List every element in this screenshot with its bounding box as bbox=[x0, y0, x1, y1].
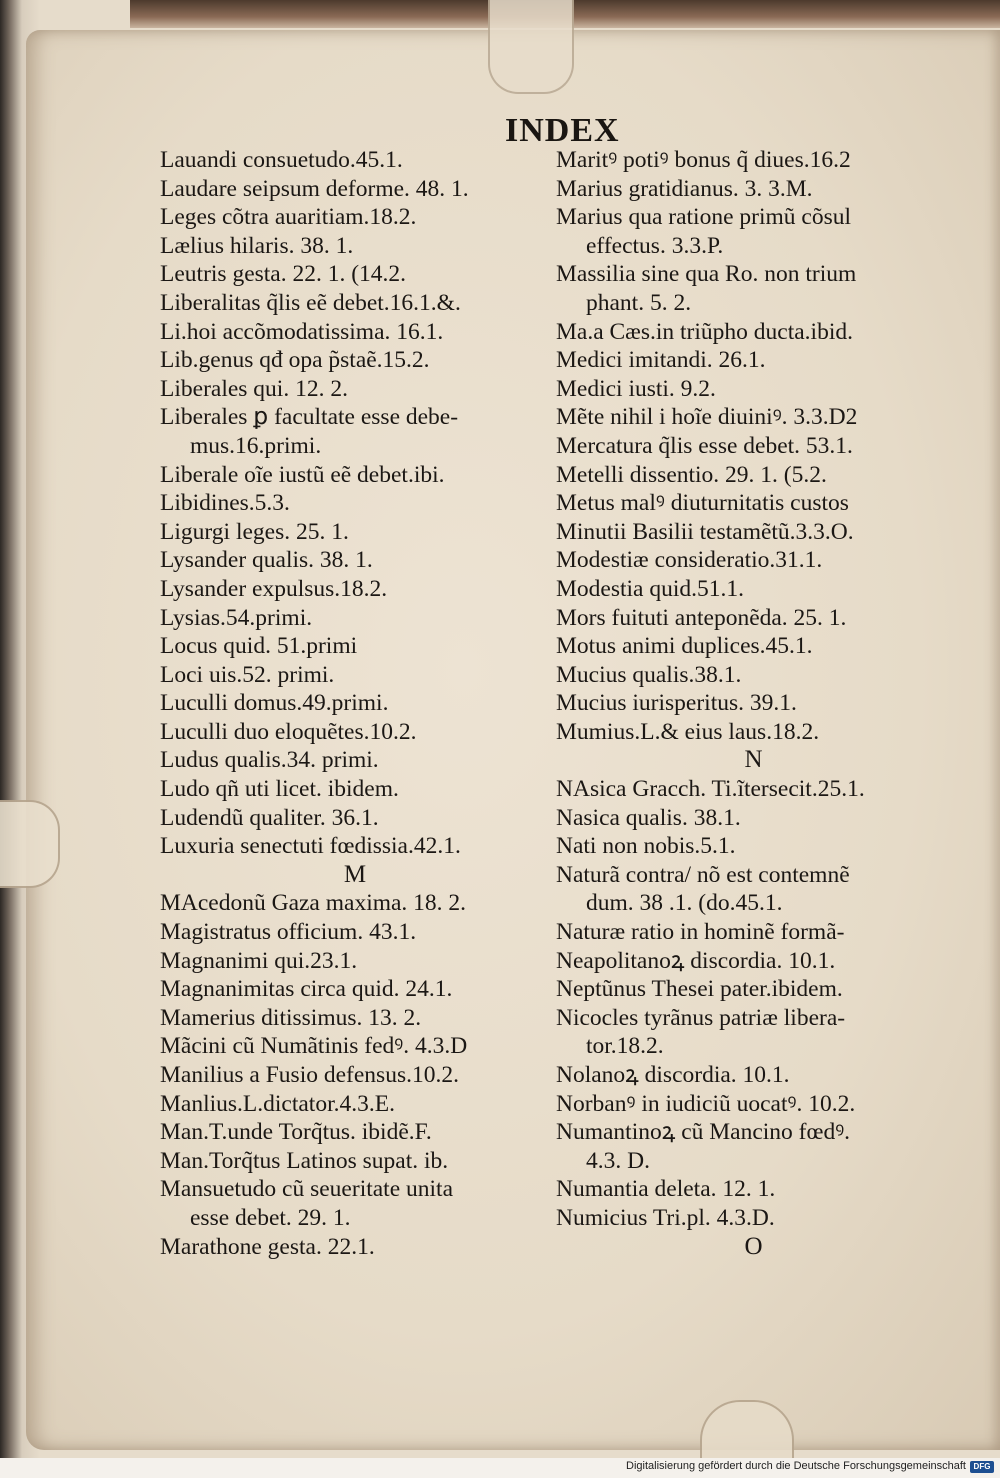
index-entry: Libidines.5.3. bbox=[160, 490, 290, 517]
funding-credit: Digitalisierung gefördert durch die Deutsche Forschungsgemeinschaft bbox=[626, 1460, 966, 1472]
index-entry: Nasica qualis. 38.1. bbox=[556, 804, 741, 831]
index-entry: Magnanimi qui.23.1. bbox=[160, 947, 358, 974]
index-entry: Marius gratidianus. 3. 3.M. bbox=[556, 175, 813, 202]
index-entry: Mẽte nihil i hoĩe diuiniꝰ. 3.3.D2 bbox=[556, 404, 858, 431]
index-entry: Nati non nobis.5.1. bbox=[556, 833, 736, 860]
index-entry: Ludo qñ uti licet. ibidem. bbox=[160, 776, 399, 803]
index-entry: mus.16.primi. bbox=[190, 432, 322, 459]
index-entry: Numantia deleta. 12. 1. bbox=[556, 1176, 776, 1203]
index-entry: Neptũnus Thesei pater.ibidem. bbox=[556, 976, 843, 1003]
index-entry: Modestia quid.51.1. bbox=[556, 575, 744, 602]
index-entry: Lib.genus qđ opa p̃staẽ.15.2. bbox=[160, 347, 430, 374]
index-entry: Motus animi duplices.45.1. bbox=[556, 633, 813, 660]
index-entry: NAsica Gracch. Ti.ĩtersecit.25.1. bbox=[556, 776, 865, 803]
index-entry: Liberales ꝑ facultate esse debe- bbox=[160, 404, 459, 431]
index-entry: Laudare seipsum deforme. 48. 1. bbox=[160, 175, 469, 202]
index-entry: Luxuria senectuti fœdissia.42.1. bbox=[160, 833, 461, 860]
index-entry: Medici imitandi. 26.1. bbox=[556, 347, 766, 374]
index-entry: Manilius a Fusio defensus.10.2. bbox=[160, 1062, 459, 1088]
index-entry: Medici iusti. 9.2. bbox=[556, 375, 716, 402]
index-entry: Luculli domus.49.primi. bbox=[160, 690, 389, 717]
index-column-right bbox=[556, 146, 951, 1261]
index-entry: Lysander expulsus.18.2. bbox=[160, 575, 388, 602]
index-entry: Lysander qualis. 38. 1. bbox=[160, 547, 373, 574]
index-entry: Man.T.unde Torq̃tus. ibidẽ.F. bbox=[160, 1119, 432, 1146]
page-clip-top bbox=[488, 0, 574, 94]
index-entry: Minutii Basilii testamẽtũ.3.3.O. bbox=[556, 518, 854, 545]
index-entry: Massilia sine qua Ro. non trium bbox=[556, 261, 857, 288]
index-entry: Ludendũ qualiter. 36.1. bbox=[160, 804, 379, 831]
index-entry: effectus. 3.3.P. bbox=[586, 232, 724, 259]
index-entry: Norbanꝰ in iudiciũ uocatꝰ. 10.2. bbox=[556, 1090, 856, 1117]
index-entry: Liberale oĩe iustũ eẽ debet.ibi. bbox=[160, 461, 445, 488]
index-entry: Mercatura q̃lis esse debet. 53.1. bbox=[556, 432, 853, 459]
index-entry: Ligurgi leges. 25. 1. bbox=[160, 518, 349, 545]
index-entry: Numicius Tri.pl. 4.3.D. bbox=[556, 1204, 775, 1231]
index-entry: Leges cõtra auaritiam.18.2. bbox=[160, 204, 417, 231]
index-entry: Maritꝰ potiꝰ bonus q̃ diues.16.2 bbox=[556, 147, 851, 173]
index-entry: Magistratus officium. 43.1. bbox=[160, 919, 417, 946]
index-entry: Mumius.L.& eius laus.18.2. bbox=[556, 718, 820, 745]
index-entry: Ma.a Cæs.in triũpho ducta.ibid. bbox=[556, 318, 853, 345]
index-entry: Manlius.L.dictator.4.3.E. bbox=[160, 1090, 395, 1117]
digitization-footer bbox=[0, 1458, 1000, 1478]
index-entry: Modestiæ consideratio.31.1. bbox=[556, 547, 823, 574]
index-entry: Naturã contra/ nõ est contemnẽ bbox=[556, 861, 850, 888]
index-entry: Locus quid. 51.primi bbox=[160, 633, 358, 660]
index-entry: Leutris gesta. 22. 1. (14.2. bbox=[160, 261, 407, 288]
dfg-logo: DFG bbox=[970, 1461, 994, 1473]
section-letter: O bbox=[744, 1232, 763, 1260]
index-entry: Mãcini cũ Numãtinis fedꝰ. 4.3.D bbox=[160, 1033, 468, 1060]
index-entry: Naturæ ratio in hominẽ formã- bbox=[556, 919, 845, 946]
index-entry: esse debet. 29. 1. bbox=[190, 1204, 351, 1231]
index-entry: Metus malꝰ diuturnitatis custos bbox=[556, 490, 849, 517]
index-entry: Loci uis.52. primi. bbox=[160, 661, 335, 688]
index-entry: Numantinoꝝ cũ Mancino fœdꝰ. bbox=[556, 1119, 851, 1146]
index-column-left bbox=[160, 146, 550, 1261]
index-entry: Lysias.54.primi. bbox=[160, 604, 313, 631]
page-clip-left bbox=[0, 800, 60, 888]
index-entry: Mors fuituti anteponẽda. 25. 1. bbox=[556, 604, 847, 631]
index-entry: phant. 5. 2. bbox=[586, 289, 692, 316]
index-entry: Marathone gesta. 22.1. bbox=[160, 1233, 375, 1260]
index-entry: Mansuetudo cũ seueritate unita bbox=[160, 1176, 454, 1203]
index-entry: Luculli duo eloquẽtes.10.2. bbox=[160, 718, 417, 745]
index-entry: Lauandi consuetudo.45.1. bbox=[160, 147, 403, 173]
section-letter: N bbox=[744, 746, 763, 774]
index-entry: Liberales qui. 12. 2. bbox=[160, 375, 348, 402]
index-entry: Marius qua ratione primũ cõsul bbox=[556, 204, 851, 231]
index-entry: Mucius iurisperitus. 39.1. bbox=[556, 690, 797, 717]
index-entry: tor.18.2. bbox=[586, 1033, 664, 1060]
index-entry: Metelli dissentio. 29. 1. (5.2. bbox=[556, 461, 827, 488]
index-entry: Nolanoꝝ discordia. 10.1. bbox=[556, 1062, 790, 1088]
index-entry: 4.3. D. bbox=[586, 1147, 650, 1174]
index-entry: Liberalitas q̃lis eẽ debet.16.1.&. bbox=[160, 289, 461, 316]
index-entry: Li.hoi accõmodatissima. 16.1. bbox=[160, 318, 444, 345]
section-letter: M bbox=[343, 860, 367, 888]
page-title: INDEX bbox=[505, 112, 620, 149]
index-entry: dum. 38 .1. (do.45.1. bbox=[586, 890, 783, 917]
index-entry: Lælius hilaris. 38. 1. bbox=[160, 232, 354, 259]
index-entry: Man.Torq̃tus Latinos supat. ib. bbox=[160, 1147, 449, 1174]
index-entry: Neapolitanoꝝ discordia. 10.1. bbox=[556, 947, 836, 974]
index-entry: Mamerius ditissimus. 13. 2. bbox=[160, 1004, 422, 1031]
index-entry: Ludus qualis.34. primi. bbox=[160, 747, 379, 774]
index-entry: Magnanimitas circa quid. 24.1. bbox=[160, 976, 453, 1003]
index-entry: Mucius qualis.38.1. bbox=[556, 661, 742, 688]
index-entry: MAcedonũ Gaza maxima. 18. 2. bbox=[160, 890, 467, 917]
index-entry: Nicocles tyrãnus patriæ libera- bbox=[556, 1004, 846, 1031]
